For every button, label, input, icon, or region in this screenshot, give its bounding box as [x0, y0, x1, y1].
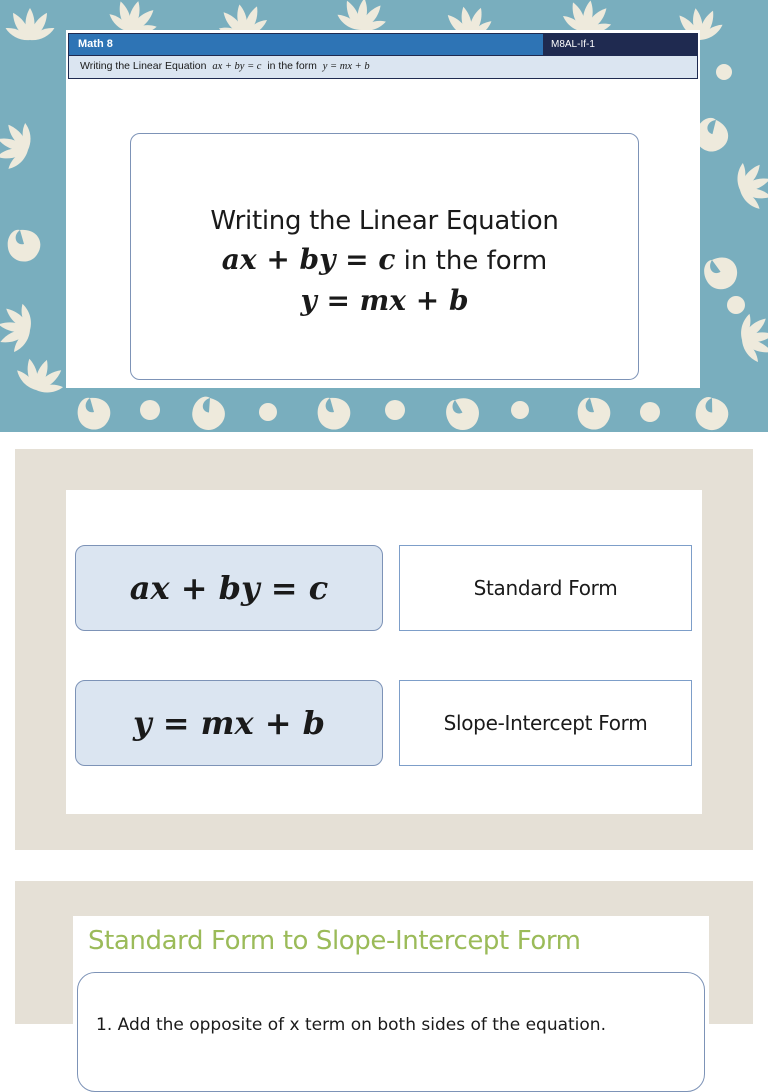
slide-2 — [15, 449, 753, 850]
competency-code: M8AL-If-1 — [543, 34, 697, 55]
topic-equation-slope: y = mx + b — [322, 61, 370, 72]
slide-1-card — [66, 30, 700, 388]
lesson-topic — [69, 56, 697, 78]
title-line-2 — [131, 240, 638, 281]
equation-box-slope-intercept: y = mx + b — [75, 680, 383, 766]
label-box-standard-form: Standard Form — [399, 545, 692, 631]
step-1: 1. Add the opposite of x term on both sides of the equation. — [96, 1015, 606, 1035]
topic-equation-standard: ax + by = c — [212, 61, 262, 72]
title-box — [130, 133, 639, 380]
title-line-1: Writing the Linear Equation — [210, 206, 559, 236]
lesson-header — [68, 33, 698, 79]
title-equation-slope: y = mx + b — [300, 284, 469, 317]
title-equation-standard: ax + by = c — [221, 243, 396, 276]
steps-box — [77, 972, 705, 1092]
slide-3-heading: Standard Form to Slope-Intercept Form — [88, 926, 581, 956]
equation-box-standard: ax + by = c — [75, 545, 383, 631]
title-line-2-text: in the form — [395, 246, 548, 276]
subject-label: Math 8 — [78, 38, 113, 50]
topic-middle: in the form — [267, 60, 317, 72]
slide-3-card — [73, 916, 709, 1056]
slide-2-card — [66, 490, 702, 814]
label-box-slope-intercept-form: Slope-Intercept Form — [399, 680, 692, 766]
slide-3 — [15, 881, 753, 1035]
title-line-3 — [131, 281, 638, 321]
topic-prefix: Writing the Linear Equation — [80, 60, 207, 72]
slide-1 — [0, 0, 768, 432]
